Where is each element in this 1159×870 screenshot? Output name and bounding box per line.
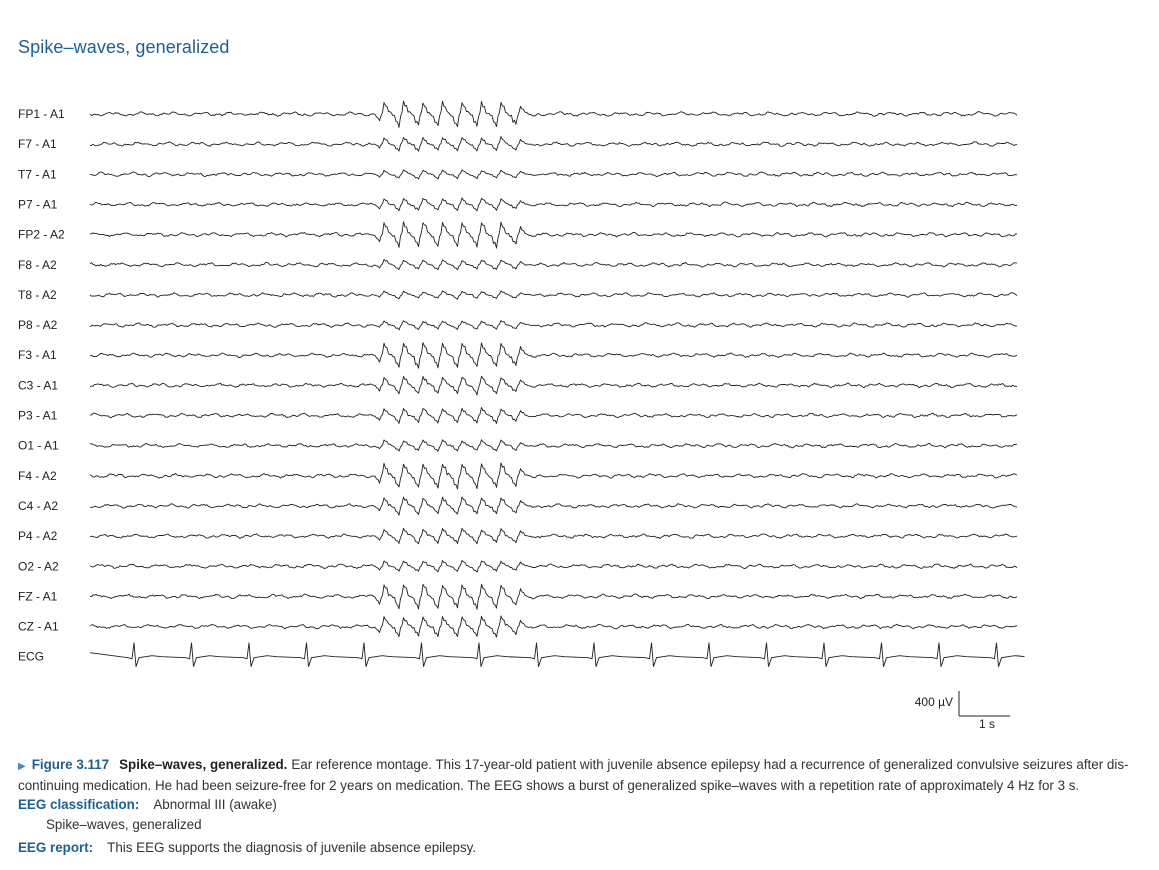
calibration-time: 1 s — [978, 717, 996, 731]
channel-trace — [90, 497, 1017, 515]
caption-title: Spike–waves, generalized. — [119, 757, 288, 772]
channel-labels — [18, 107, 65, 664]
channel-trace — [90, 343, 1017, 369]
channel-trace — [90, 407, 1017, 423]
channel-label: P8 - A2 — [18, 318, 58, 333]
caption-triangle-icon: ▶ — [18, 761, 26, 772]
figure-title: Spike–waves, generalized — [18, 37, 230, 57]
channel-trace — [90, 222, 1017, 248]
report-value: This EEG supports the diagnosis of juvenile absence epilepsy. — [107, 840, 477, 855]
channel-label: F3 - A1 — [18, 348, 57, 363]
channel-label: O2 - A2 — [18, 559, 59, 574]
channel-label: F4 - A2 — [18, 468, 57, 483]
channel-trace — [90, 528, 1017, 544]
channel-trace — [90, 440, 1017, 452]
classification-row — [18, 797, 277, 812]
figure-number: Figure 3.117 — [31, 757, 110, 772]
calibration-bar — [915, 691, 1010, 731]
channel-label: C3 - A1 — [18, 378, 59, 393]
channel-trace — [90, 643, 1025, 667]
channel-label: T8 - A2 — [18, 287, 57, 302]
channel-label: FP1 - A1 — [18, 107, 65, 121]
figure-caption — [18, 755, 1143, 795]
channel-label: C4 - A2 — [18, 498, 59, 513]
channel-label: O1 - A1 — [18, 438, 59, 453]
channel-trace — [90, 616, 1017, 637]
channel-trace — [90, 101, 1017, 128]
caption-text: Ear reference montage. This 17-year-old patient with juvenile absence epilepsy had a recurrence of generalized convulsive seizures after dis-continuing medication. He had been seizure-free for 2 years on medication. The EEG shows a burst of generalized spike–waves with a repetition rate of approximately 4 Hz for 3 s. — [18, 757, 1129, 793]
channel-trace — [90, 170, 1017, 179]
classification-value: Abnormal III (awake) — [153, 797, 277, 812]
calibration-amplitude: 400 µV — [914, 695, 953, 709]
report-label: EEG report: — [18, 840, 94, 855]
report-row — [18, 840, 476, 855]
classification-label: EEG classification: — [18, 797, 140, 812]
channel-label: F8 - A2 — [18, 257, 57, 272]
channel-label: P4 - A2 — [18, 529, 58, 544]
channel-label: P3 - A1 — [18, 408, 58, 423]
channel-trace — [90, 463, 1017, 489]
eeg-traces — [90, 101, 1025, 667]
classification-detail: Spike–waves, generalized — [46, 817, 202, 832]
channel-trace — [90, 291, 1017, 299]
channel-label: CZ - A1 — [18, 619, 59, 634]
channel-label: FZ - A1 — [18, 589, 58, 604]
channel-label: P7 - A1 — [18, 197, 58, 212]
channel-trace — [90, 198, 1017, 211]
channel-label: FP2 - A2 — [18, 227, 65, 242]
channel-trace — [90, 259, 1017, 269]
channel-label: T7 - A1 — [18, 167, 57, 182]
channel-label: ECG — [18, 649, 45, 664]
channel-trace — [90, 561, 1017, 573]
channel-trace — [90, 321, 1017, 330]
channel-trace — [90, 376, 1017, 395]
channel-label: F7 - A1 — [18, 137, 57, 152]
channel-trace — [90, 137, 1017, 152]
channel-trace — [90, 584, 1017, 609]
